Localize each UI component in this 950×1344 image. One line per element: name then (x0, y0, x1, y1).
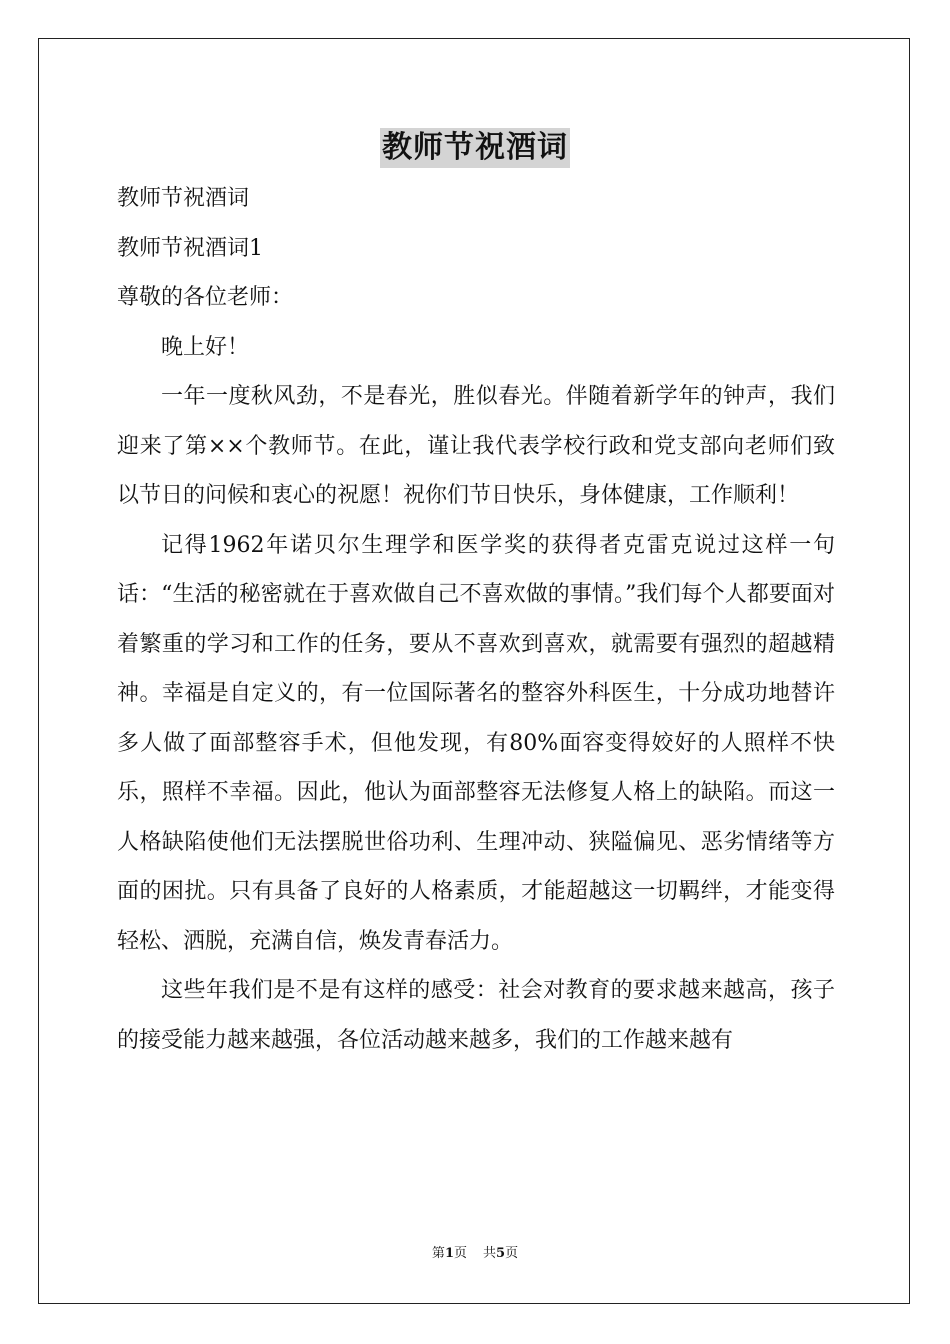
paragraph: 这些年我们是不是有这样的感受：社会对教育的要求越来越高，孩子的接受能力越来越强，各位活动越来越多，我们的工作越来越有 (117, 978, 835, 1053)
paragraph: 一年一度秋风劲，不是春光，胜似春光。伴随着新学年的钟声，我们迎来了第××个教师节。在此，谨让我代表学校行政和党支部向老师们致以节日的问候和衷心的祝愿！祝你们节日快乐，身体健康，工作顺利！ (117, 384, 835, 508)
title-container (0, 128, 950, 168)
paragraph: 教师节祝酒词 (117, 186, 250, 211)
document-body (117, 174, 835, 1065)
page-current: 1 (444, 1246, 454, 1261)
page-footer (0, 1244, 950, 1264)
total-prefix: 共 (483, 1246, 497, 1261)
paragraph: 晚上好！ (161, 334, 250, 360)
page-suffix: 页 (453, 1246, 467, 1261)
document-title: 教师节祝酒词 (380, 128, 570, 168)
total-suffix: 页 (505, 1246, 519, 1261)
page-total: 5 (496, 1246, 506, 1261)
paragraph: 尊敬的各位老师： (117, 285, 294, 310)
page-prefix: 第 (431, 1246, 445, 1261)
paragraph: 教师节祝酒词1 (117, 235, 263, 261)
paragraph: 记得1962年诺贝尔生理学和医学奖的获得者克雷克说过这样一句话：“生活的秘密就在于喜欢做自己不喜欢做的事情。”我们每个人都要面对着繁重的学习和工作的任务，要从不喜欢到喜欢，就需要有强烈的超越精神。幸福是自定义的，有一位国际著名的整容外科医生，十分成功地替许多人做了面部整容手术，但他发现，有80%面容变得姣好的人照样不快乐，照样不幸福。因此，他认为面部整容无法修复人格上的缺陷。而这一人格缺陷使他们无法摆脱世俗功利、生理冲动、狭隘偏见、恶劣情绪等方面的困扰。只有具备了良好的人格素质，才能超越这一切羁绊，才能变得轻松、洒脱，充满自信，焕发青春活力。 (117, 532, 835, 954)
